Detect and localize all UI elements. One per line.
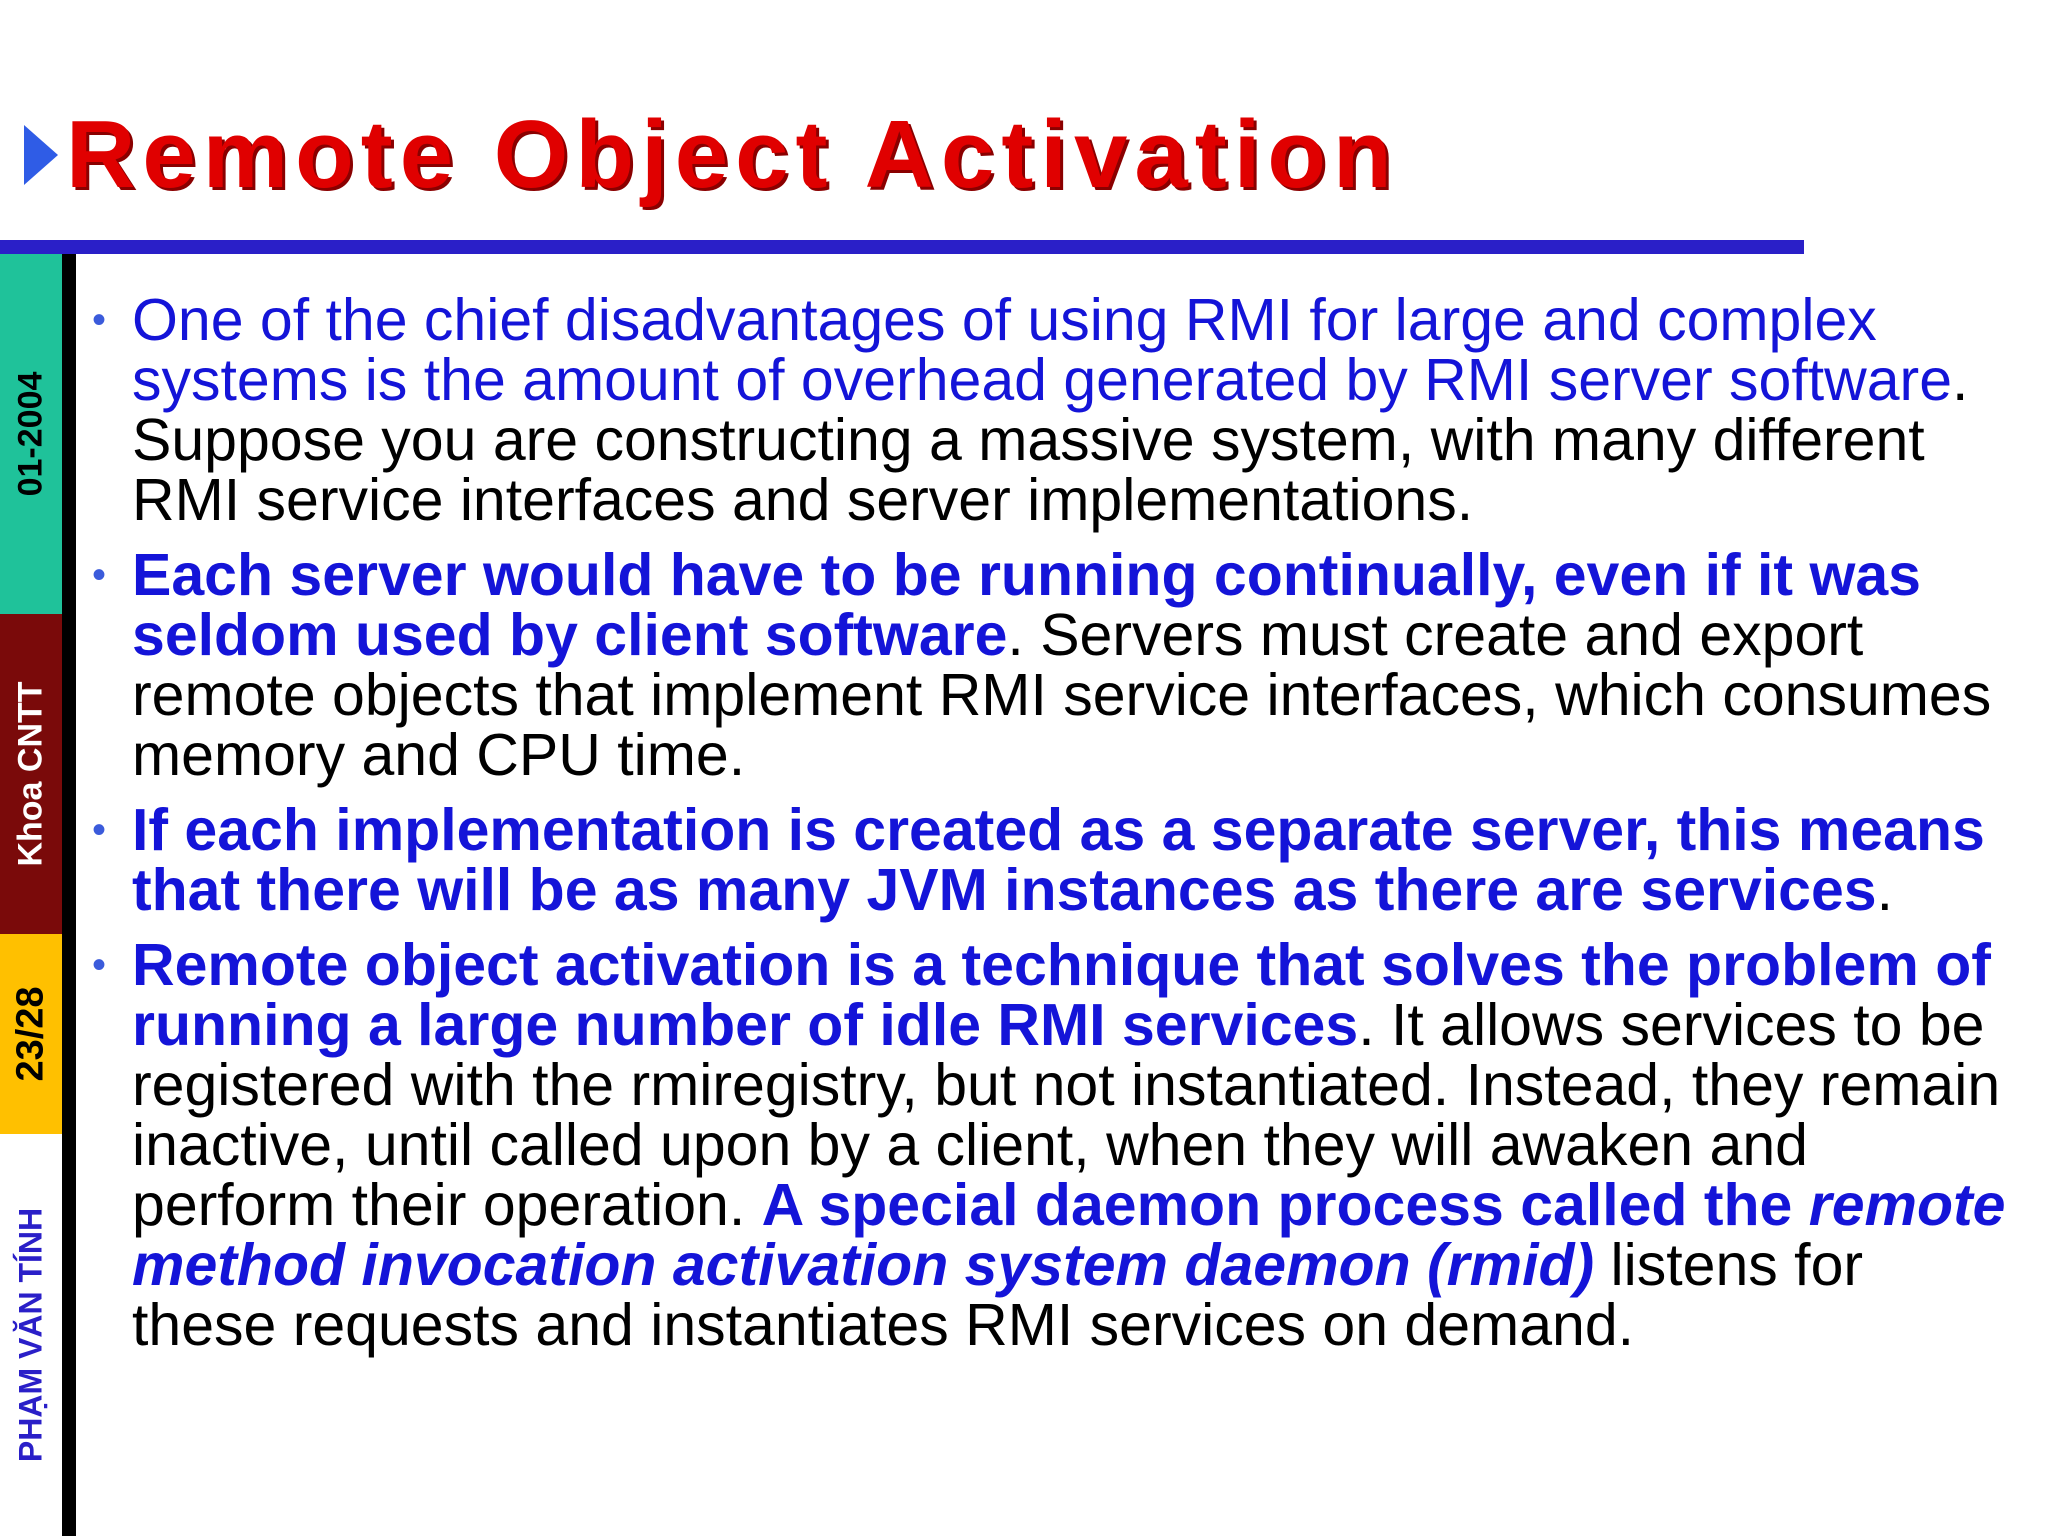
title-rule <box>0 240 1804 254</box>
sidebar-department <box>0 614 62 934</box>
bullet-text-end: listens for these requests and instantiates RMI services on demand. <box>132 1232 1864 1358</box>
bullet-item <box>92 797 2022 923</box>
bullet-icon: • <box>92 943 107 987</box>
slide-title: Remote Object Activation <box>66 101 1399 208</box>
slide-content <box>92 287 2022 1370</box>
bullet-emphasis: Remote object activation is a technique that solves the problem of running a large number of idle RMI services <box>132 932 1991 1058</box>
bullet-emphasis-2: A special daemon process called the <box>761 1172 1809 1238</box>
sidebar-date-text: 01-2004 <box>11 371 50 497</box>
bullet-text: . Servers must create and export remote objects that implement RMI service interfaces, which consumes memory and CPU time. <box>132 602 1992 788</box>
sidebar-date <box>0 254 62 614</box>
sidebar-page-text: 23/28 <box>9 986 52 1082</box>
bullet-emphasis: If each implementation is created as a separate server, this means that there will be as many JVM instances as there are services <box>132 797 1985 923</box>
sidebar-department-text: Khoa CNTT <box>11 681 50 867</box>
bullet-text: . It allows services to be registered with the rmiregistry, but not instantiated. Instead, they remain inactive, until called upon by a client, when they will awaken and perform their operation. <box>132 992 2001 1238</box>
bullet-icon: • <box>92 553 107 597</box>
bullet-icon: • <box>92 298 107 342</box>
sidebar <box>0 254 62 1536</box>
sidebar-author-text: PHẠM VĂN TÍNH <box>12 1207 49 1463</box>
bullet-emphasis: Each server would have to be running continually, even if it was seldom used by client software <box>132 542 1921 668</box>
bullet-text: . Suppose you are constructing a massive system, with many different RMI service interfaces and server implementations. <box>132 347 1969 533</box>
sidebar-rule <box>62 254 76 1536</box>
sidebar-page-number <box>0 934 62 1134</box>
bullet-emphasis: One of the chief disadvantages of using RMI for large and complex systems is the amount of overhead generated by RMI server software <box>132 287 1953 413</box>
bullet-item <box>92 287 2022 533</box>
bullet-item <box>92 542 2022 788</box>
bullet-text: . <box>1876 857 1894 923</box>
sidebar-author <box>0 1134 62 1536</box>
bullet-emphasis-italic: remote method invocation activation system daemon (rmid) <box>132 1172 2006 1298</box>
bullet-icon: • <box>92 808 107 852</box>
slide-title-area <box>24 95 1399 215</box>
title-arrow-icon <box>24 125 58 185</box>
bullet-item <box>92 932 2022 1358</box>
